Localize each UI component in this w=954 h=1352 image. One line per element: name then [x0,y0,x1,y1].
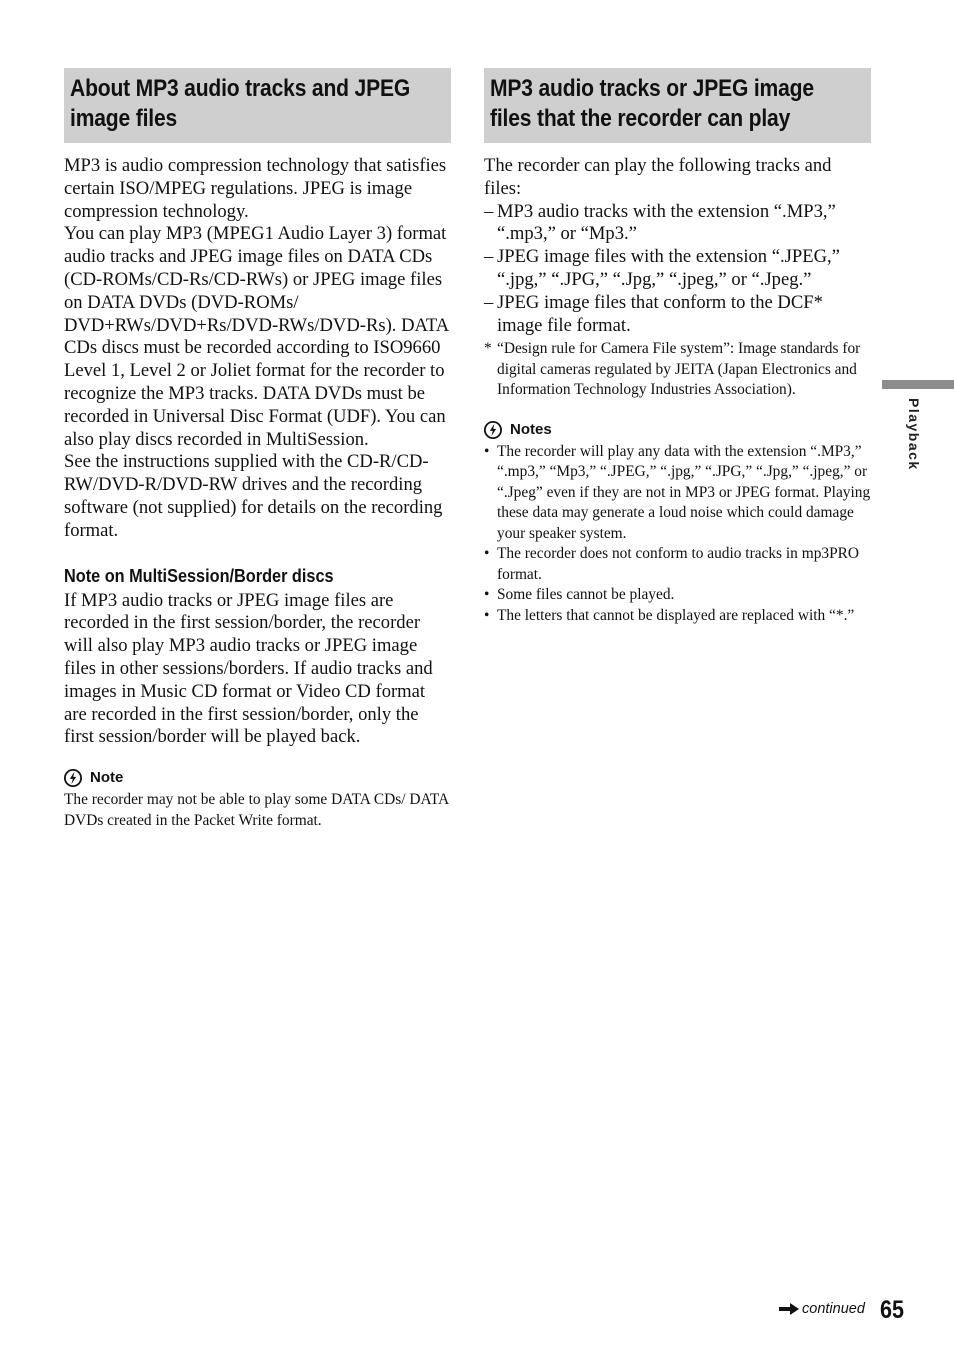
paragraph: If MP3 audio tracks or JPEG image files are recorded in the first session/border, the recorder will also play MP3 audio tracks or JPEG image files in other sessions/borders. If audio tracks and images in Music CD format or Video CD format are recorded in the first session/border, only the first session/border will be played back. [64,589,433,748]
section-heading: MP3 audio tracks or JPEG image files that the recorder can play [484,68,871,141]
side-tab-label: Playback [906,398,922,471]
list-item: – JPEG image files that conform to the DCF* image file format. [484,292,871,338]
section-heading-box [484,68,871,143]
page-number: 65 [880,1296,904,1324]
list-item: • The recorder does not conform to audio tracks in mp3PRO format. [484,544,871,585]
note-text: The recorder may not be able to play some DATA CDs/ DATA DVDs created in the Packet Write format. [64,791,449,829]
note-icon [484,421,502,439]
note-label: Note [90,769,124,787]
note-header [64,769,451,787]
list-item: – MP3 audio tracks with the extension “.MP3,” “.mp3,” or “Mp3.” [484,201,871,247]
intro-text: The recorder can play the following tracks and files: [484,155,832,199]
section-heading: About MP3 audio tracks and JPEG image files [64,68,451,141]
footnote [484,339,871,401]
intro-text [64,155,451,543]
subheading: Note on MultiSession/Border discs [64,564,334,586]
section-heading-box [64,68,451,143]
continued-indicator [779,1301,865,1317]
list-item: • Some files cannot be played. [484,585,871,606]
notes-list [484,442,871,627]
arrow-right-icon [779,1303,799,1315]
right-column [484,68,871,626]
continued-label: continued [802,1301,865,1317]
paragraph: You can play MP3 (MPEG1 Audio Layer 3) format audio tracks and JPEG image files on DATA CDs (CD-ROMs/CD-Rs/CD-RWs) or JPEG image files on DATA DVDs (DVD-ROMs/ DVD+RWs/DVD+Rs/DVD-RWs/DVD-Rs). DATA CDs discs must be recorded according to ISO9660 Level 1, Level 2 or Joliet format for the recorder to recognize the MP3 tracks. DATA DVDs must be recorded in Universal Disc Format (UDF). You can also play discs recorded in MultiSession. [64,223,449,450]
side-tab-bar [882,380,954,389]
supported-files-list [484,201,871,338]
list-item: – JPEG image files with the extension “.JPEG,” “.jpg,” “.JPG,” “.Jpg,” “.jpeg,” or “.Jpeg.” [484,246,871,292]
list-item: • The letters that cannot be displayed are replaced with “*.” [484,606,871,627]
paragraph: MP3 is audio compression technology that satisfies certain ISO/MPEG regulations. JPEG is image compression technology. [64,155,447,222]
paragraph: See the instructions supplied with the CD-R/CD-RW/DVD-R/DVD-RW drives and the recording software (not supplied) for details on the recording format. [64,451,443,541]
list-item: • The recorder will play any data with the extension “.MP3,” “.mp3,” “Mp3,” “.JPEG,” “.jpg,” “.JPG,” “.Jpg,” “.jpeg,” or “.Jpeg” even if they are not in MP3 or JPEG format. Playing these data may generate a loud noise which could damage your speaker system. [484,442,871,545]
footnote-text: * “Design rule for Camera File system”: Image standards for digital cameras regulated by JEITA (Japan Electronics and Information Technology Industries Association). [484,339,871,401]
notes-label: Notes [510,420,552,438]
note-icon [64,769,82,787]
left-column [64,68,451,831]
notes-header [484,421,871,439]
